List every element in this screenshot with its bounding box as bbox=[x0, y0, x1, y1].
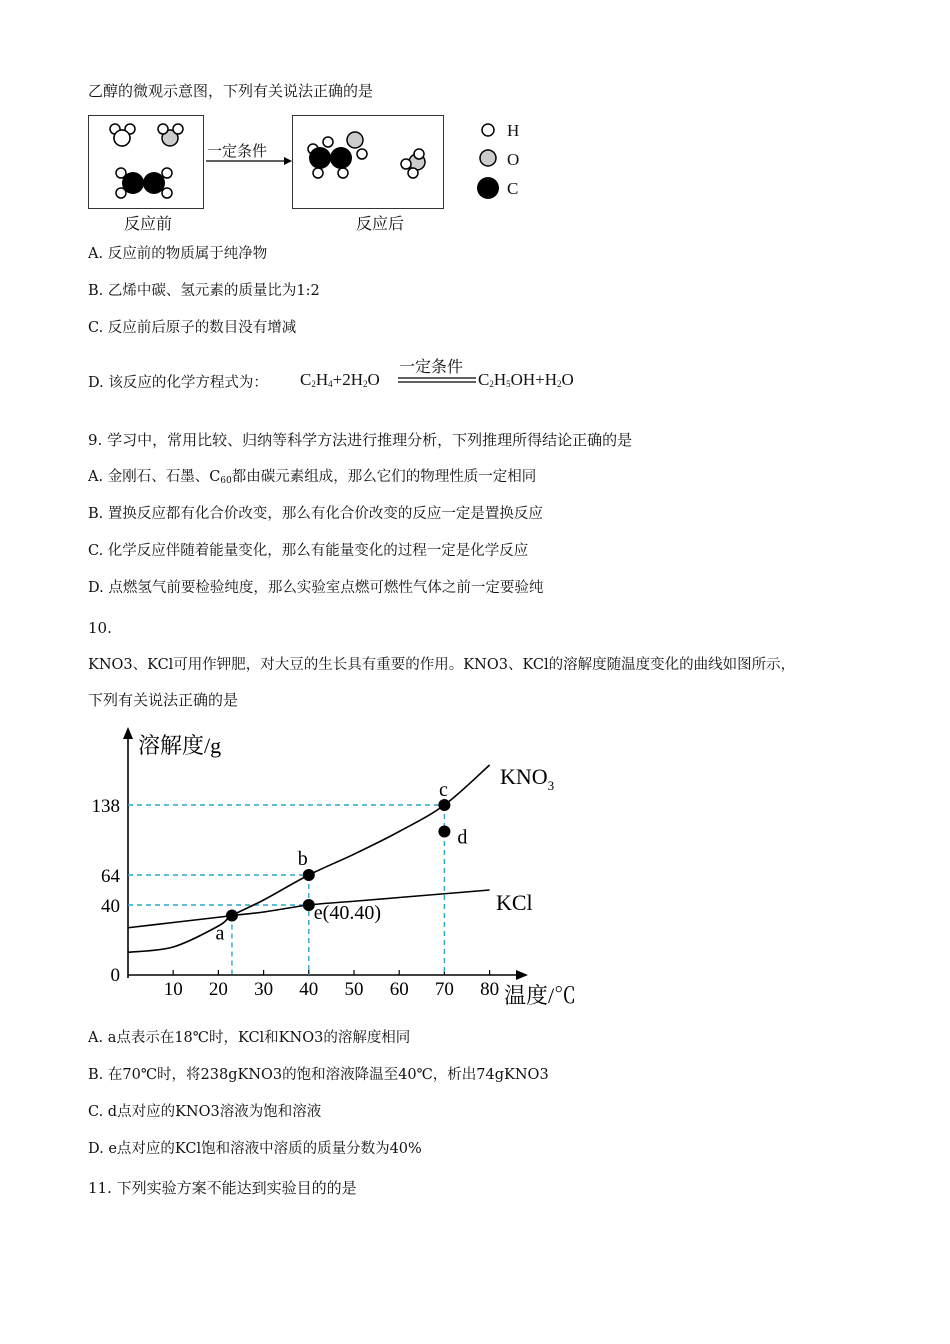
y-tick-label: 64 bbox=[101, 866, 120, 887]
x-tick-label: 20 bbox=[208, 979, 228, 1000]
legend-h-label: H bbox=[507, 121, 520, 140]
q8-option-c: C. 反应前后原子的数目没有增减 bbox=[88, 320, 297, 336]
q8-option-a: A. 反应前的物质属于纯净物 bbox=[88, 246, 268, 262]
arrow-condition-label: 一定条件 bbox=[207, 142, 268, 160]
after-caption: 反应后 bbox=[356, 214, 405, 233]
x-tick-label: 30 bbox=[254, 979, 274, 1000]
point-label-b: b bbox=[297, 848, 308, 870]
q10-number: 10. bbox=[88, 619, 112, 637]
solubility-chart bbox=[80, 725, 600, 1015]
q9-option-d: D. 点燃氢气前要检验纯度，那么实验室点燃可燃性气体之前一定要验纯 bbox=[88, 580, 544, 596]
before-molecules bbox=[89, 116, 203, 208]
point-label-d: d bbox=[457, 826, 468, 849]
legend-atoms bbox=[476, 120, 500, 204]
series-label-kcl: KCl bbox=[496, 890, 533, 915]
x-tick-label: 40 bbox=[299, 979, 319, 1000]
point-d bbox=[438, 825, 450, 837]
x-tick-label: 60 bbox=[389, 979, 409, 1000]
q8-option-b: B. 乙烯中碳、氢元素的质量比为1:2 bbox=[88, 283, 320, 299]
point-b bbox=[303, 869, 315, 881]
q9-option-a: A. 金刚石、石墨、$C_{60}$都由碳元素组成，那么它们的物理性质一定相同 bbox=[88, 469, 537, 486]
point-label-e: e(40.40) bbox=[313, 902, 382, 924]
q9-option-b: B. 置换反应都有化合价改变，那么有化合价改变的反应一定是置换反应 bbox=[88, 506, 543, 522]
before-caption: 反应前 bbox=[124, 214, 173, 233]
q10-stem-line1: KNO3、KCl可用作钾肥，对大豆的生长具有重要的作用。KNO3、KCl的溶解度随温度变化的曲线如图所示， bbox=[88, 657, 796, 673]
chemical-equation-products: $C_2H_5OH+H_2O$ bbox=[478, 370, 574, 389]
y-tick-label: 40 bbox=[101, 896, 120, 917]
y-tick-label: 138 bbox=[91, 796, 120, 817]
y-axis-arrow-icon bbox=[123, 727, 133, 739]
y-tick-label: 0 bbox=[110, 965, 120, 986]
x-tick-label: 50 bbox=[344, 979, 364, 1000]
point-a bbox=[226, 910, 238, 922]
equation-double-line bbox=[398, 376, 478, 384]
legend-o-label: O bbox=[507, 150, 520, 169]
q11-stem: 11. 下列实验方案不能达到实验目的的是 bbox=[88, 1179, 357, 1197]
x-tick-label: 80 bbox=[480, 979, 500, 1000]
q9-stem: 9. 学习中，常用比较、归纳等科学方法进行推理分析，下列推理所得结论正确的是 bbox=[88, 431, 633, 449]
q8-stem: 乙醇的微观示意图，下列有关说法正确的是 bbox=[88, 82, 374, 100]
equation-condition: 一定条件 bbox=[399, 357, 464, 376]
after-reaction-box bbox=[292, 115, 444, 209]
series-label-kno3: $KNO_3$ bbox=[500, 764, 555, 793]
chemical-equation: $C_2H_4+2H_2O$ bbox=[300, 370, 380, 389]
hydrogen-atom-icon bbox=[482, 124, 494, 136]
x-axis-arrow-icon bbox=[516, 970, 528, 980]
y-axis-label: 溶解度/g bbox=[138, 733, 222, 758]
after-molecules bbox=[293, 116, 443, 208]
legend-c-label: C bbox=[507, 179, 519, 198]
point-label-c: c bbox=[438, 779, 448, 801]
x-axis-label: 温度/℃ bbox=[504, 983, 577, 1008]
point-label-a: a bbox=[215, 922, 225, 945]
q9-option-c: C. 化学反应伴随着能量变化，那么有能量变化的过程一定是化学反应 bbox=[88, 543, 529, 559]
q10-option-a: A. a点表示在18℃时，KCl和KNO3的溶解度相同 bbox=[88, 1030, 411, 1046]
x-tick-label: 70 bbox=[434, 979, 454, 1000]
oxygen-atom-icon bbox=[480, 150, 496, 166]
before-reaction-box bbox=[88, 115, 204, 209]
q10-stem-line2: 下列有关说法正确的是 bbox=[88, 691, 239, 709]
carbon-atom-icon bbox=[477, 177, 499, 199]
q10-option-b: B. 在70℃时，将238gKNO3的饱和溶液降温至40℃，析出74gKNO3 bbox=[88, 1067, 549, 1083]
q8-option-d: D. 该反应的化学方程式为： bbox=[88, 375, 268, 391]
q10-option-c: C. d点对应的KNO3溶液为饱和溶液 bbox=[88, 1104, 322, 1120]
q10-option-d: D. e点对应的KCl饱和溶液中溶质的质量分数为40% bbox=[88, 1141, 422, 1157]
x-tick-label: 10 bbox=[163, 979, 183, 1000]
